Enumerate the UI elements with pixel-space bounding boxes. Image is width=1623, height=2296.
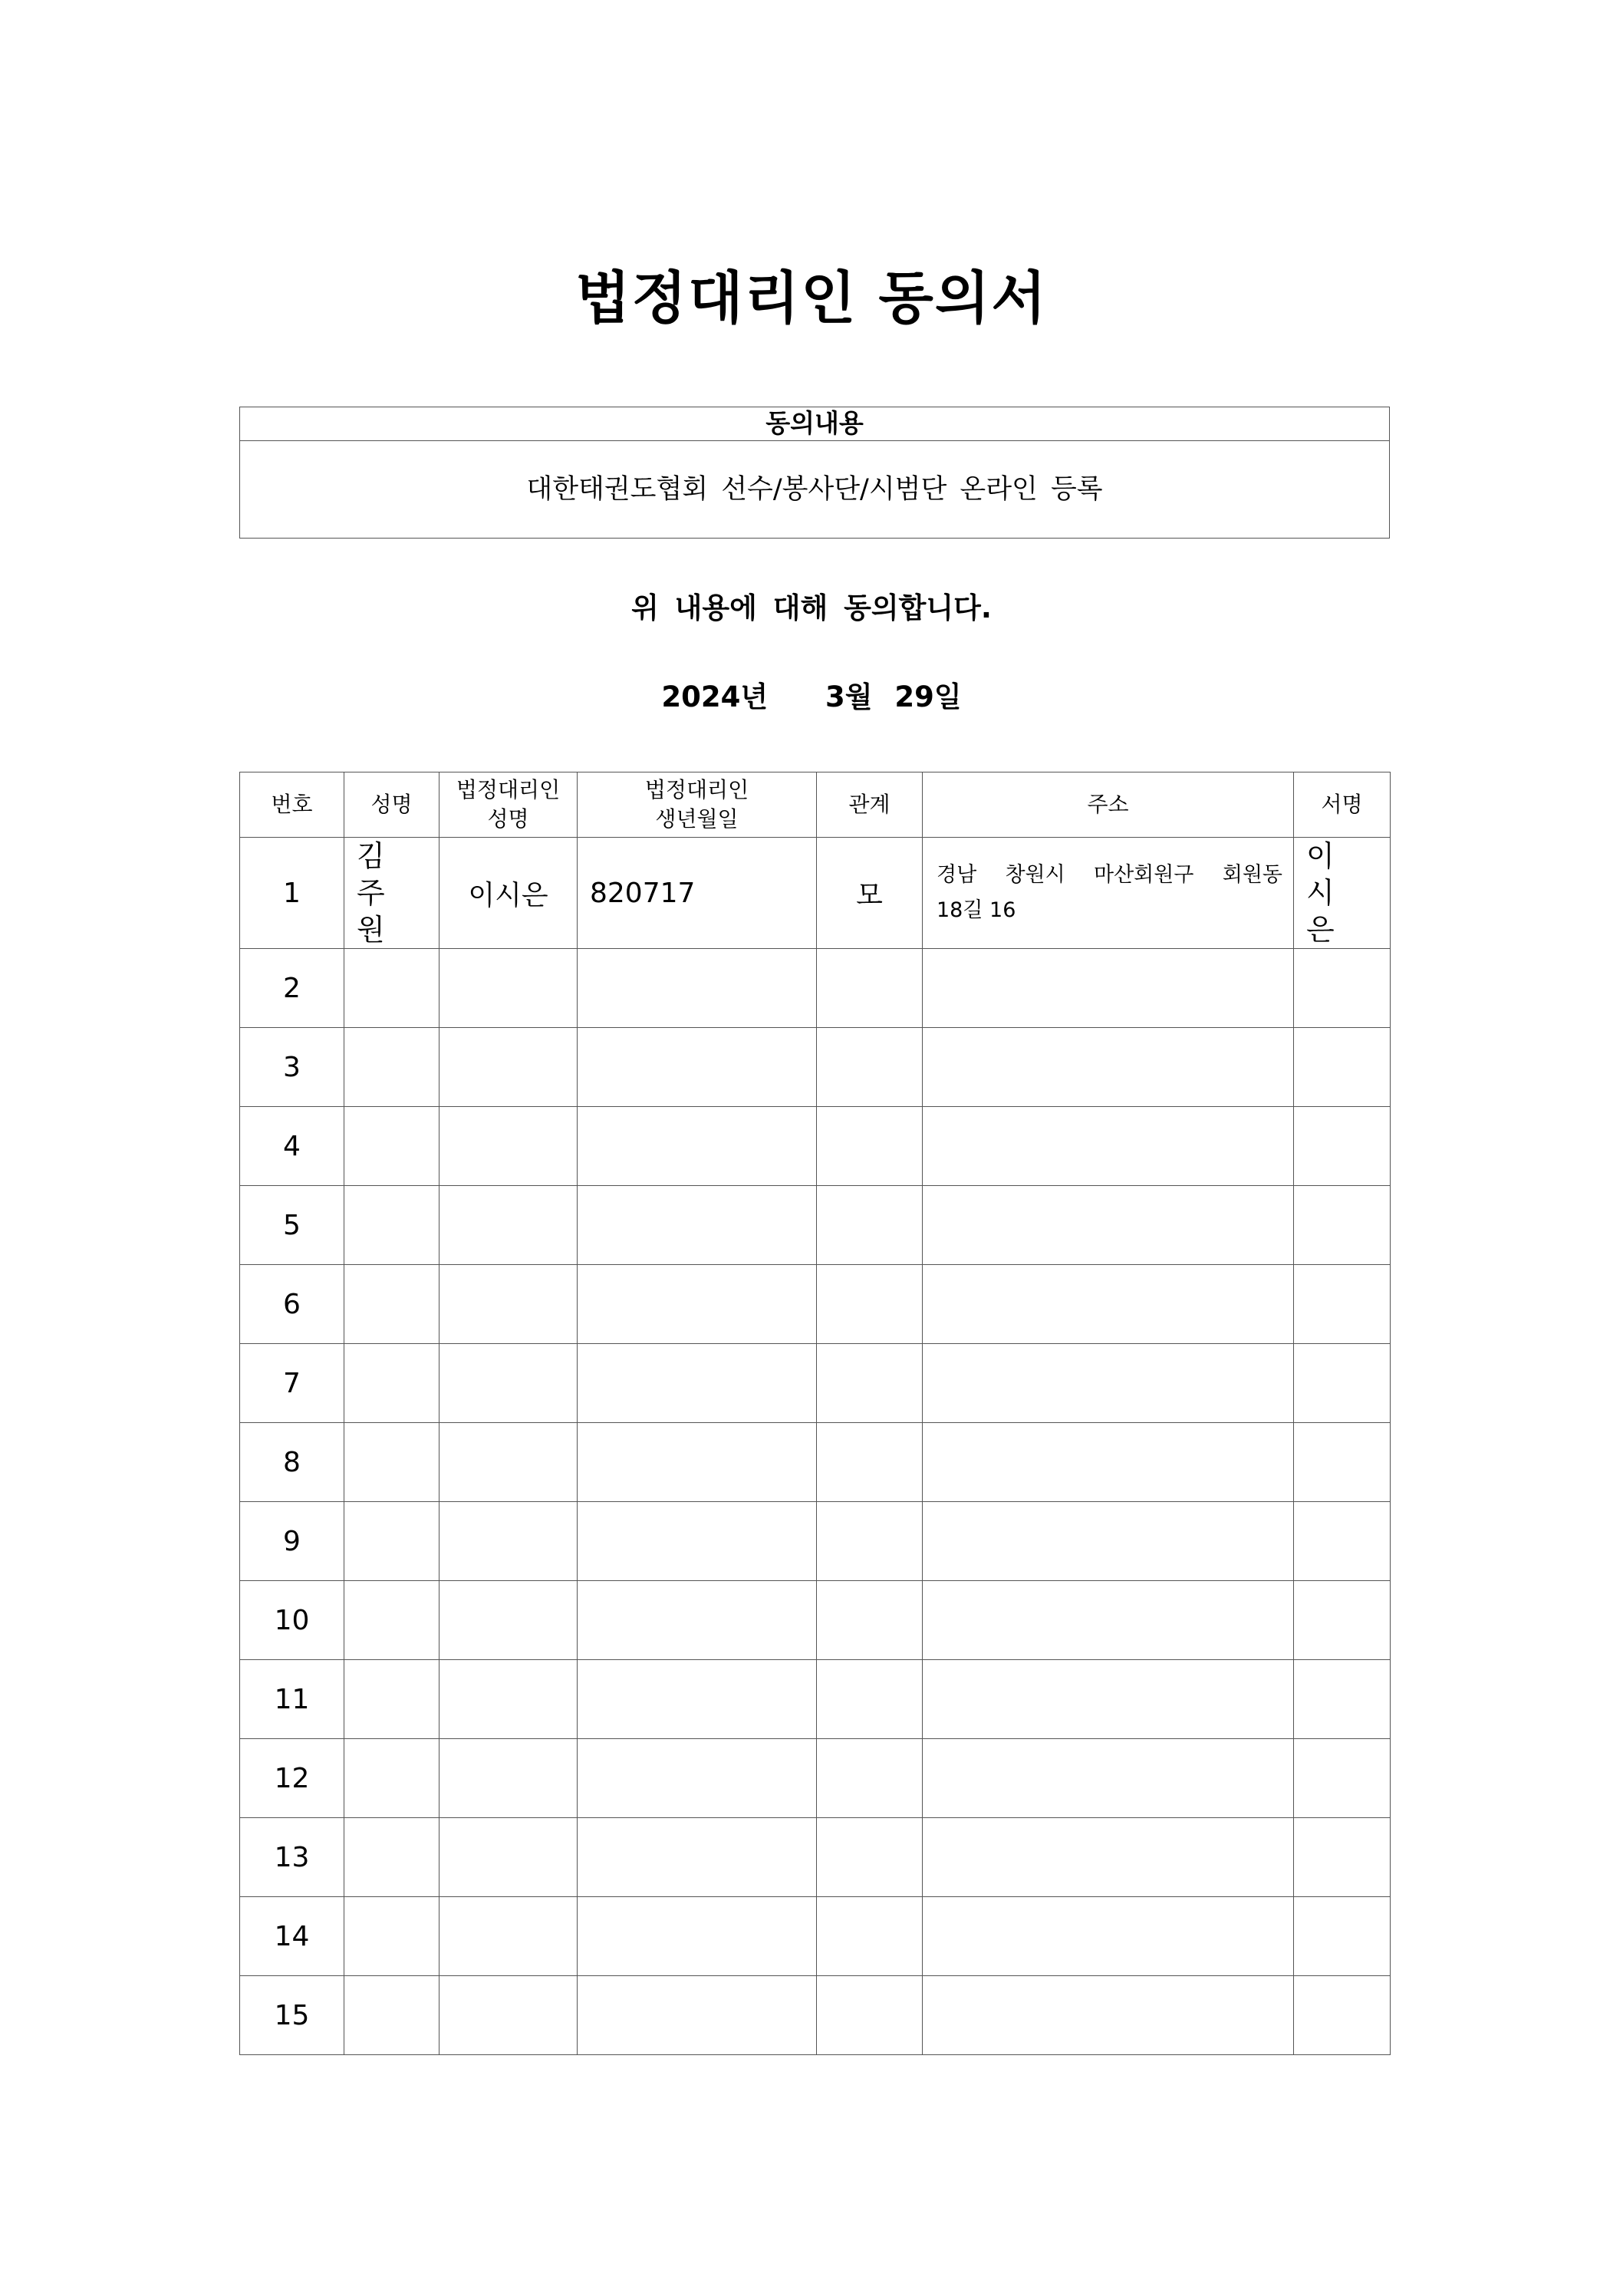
date-day: 29일 [894,680,962,713]
cell-signature [1294,1186,1391,1265]
cell-guardian-name [439,1423,578,1502]
cell-guardian-name [439,1818,578,1897]
consent-box [239,407,1390,539]
cell-guardian-birth: 820717 [578,838,817,949]
table-row [240,949,1391,1028]
table-row [240,838,1391,949]
cell-relation [817,1976,923,2055]
cell-relation [817,1423,923,1502]
cell-relation [817,1186,923,1265]
cell-relation [817,949,923,1028]
cell-no: 14 [240,1897,344,1976]
cell-no: 3 [240,1028,344,1107]
cell-relation [817,1818,923,1897]
header-relation: 관계 [817,772,923,838]
cell-no: 2 [240,949,344,1028]
cell-name [344,949,439,1028]
address-part-3: 마산회원구 [1094,863,1194,887]
cell-signature: 이시은 [1294,838,1391,949]
cell-guardian-birth [578,1423,817,1502]
cell-address [923,1186,1294,1265]
header-guardian-birth-line2: 생년월일 [655,806,739,832]
cell-name [344,1423,439,1502]
cell-no: 7 [240,1344,344,1423]
cell-address [923,1107,1294,1186]
header-name: 성명 [344,772,439,838]
cell-name [344,1107,439,1186]
table-row [240,1976,1391,2055]
cell-signature [1294,1107,1391,1186]
cell-guardian-name [439,1502,578,1581]
cell-address [923,1897,1294,1976]
cell-guardian-name [439,1107,578,1186]
cell-signature [1294,1660,1391,1739]
cell-address [923,1976,1294,2055]
cell-guardian-name: 이시은 [439,838,578,949]
consent-date [0,674,1623,715]
cell-guardian-name [439,949,578,1028]
cell-guardian-birth [578,1107,817,1186]
cell-relation [817,1265,923,1344]
cell-name [344,1344,439,1423]
cell-no: 10 [240,1581,344,1660]
cell-guardian-birth [578,1344,817,1423]
cell-relation [817,1502,923,1581]
cell-guardian-birth [578,1818,817,1897]
cell-guardian-name [439,1028,578,1107]
cell-guardian-name [439,1581,578,1660]
table-row [240,1186,1391,1265]
table-row [240,1028,1391,1107]
table-row [240,1423,1391,1502]
cell-name [344,1265,439,1344]
table-row [240,1344,1391,1423]
cell-address [923,1581,1294,1660]
cell-relation [817,1344,923,1423]
table-row [240,1581,1391,1660]
cell-address [923,1423,1294,1502]
cell-guardian-birth [578,1897,817,1976]
header-guardian-name-line2: 성명 [487,806,529,832]
cell-guardian-name [439,1739,578,1818]
cell-relation: 모 [817,838,923,949]
cell-guardian-birth [578,949,817,1028]
cell-no: 11 [240,1660,344,1739]
table-row [240,1818,1391,1897]
cell-name [344,1502,439,1581]
agree-statement: 위 내용에 대해 동의합니다. [631,591,992,624]
consent-content: 대한태권도협회 선수/봉사단/시범단 온라인 등록 [526,474,1103,505]
cell-name [344,1897,439,1976]
cell-name: 김주원 [344,838,439,949]
header-guardian-name-line1: 법정대리인 [456,777,561,802]
cell-no: 12 [240,1739,344,1818]
cell-signature [1294,1265,1391,1344]
cell-relation [817,1028,923,1107]
cell-name [344,1818,439,1897]
cell-guardian-birth [578,1502,817,1581]
cell-no: 9 [240,1502,344,1581]
address-part-1: 경남 [937,863,977,887]
cell-relation [817,1581,923,1660]
table-header-row [240,772,1391,838]
cell-signature [1294,1739,1391,1818]
cell-no: 5 [240,1186,344,1265]
cell-name [344,1581,439,1660]
table-row [240,1502,1391,1581]
cell-address [923,1818,1294,1897]
cell-guardian-birth [578,1976,817,2055]
cell-signature [1294,949,1391,1028]
cell-address [923,1739,1294,1818]
guardian-table [239,772,1391,2055]
cell-address [923,949,1294,1028]
cell-no: 8 [240,1423,344,1502]
cell-guardian-birth [578,1028,817,1107]
cell-address [923,1265,1294,1344]
date-year: 2024년 [661,680,769,713]
header-no: 번호 [240,772,344,838]
cell-signature [1294,1818,1391,1897]
consent-header: 동의내용 [240,407,1389,441]
cell-address [923,838,1294,949]
cell-no: 4 [240,1107,344,1186]
cell-no: 6 [240,1265,344,1344]
cell-guardian-name [439,1976,578,2055]
cell-address [923,1502,1294,1581]
cell-guardian-birth [578,1739,817,1818]
cell-signature [1294,1581,1391,1660]
cell-relation [817,1660,923,1739]
cell-relation [817,1897,923,1976]
cell-guardian-name [439,1344,578,1423]
cell-guardian-name [439,1897,578,1976]
cell-relation [817,1739,923,1818]
table-row [240,1660,1391,1739]
table-row [240,1265,1391,1344]
cell-signature [1294,1976,1391,2055]
cell-guardian-birth [578,1581,817,1660]
document-title: 법정대리인 동의서 [575,265,1048,331]
cell-signature [1294,1502,1391,1581]
header-guardian-birth-line1: 법정대리인 [644,777,749,802]
cell-signature [1294,1344,1391,1423]
address-part-4: 회원동 [1222,863,1282,887]
table-row [240,1107,1391,1186]
cell-guardian-birth [578,1660,817,1739]
cell-signature [1294,1028,1391,1107]
cell-guardian-birth [578,1186,817,1265]
cell-guardian-birth [578,1265,817,1344]
cell-address [923,1344,1294,1423]
header-guardian-birth [578,772,817,838]
cell-name [344,1976,439,2055]
cell-address [923,1028,1294,1107]
cell-name [344,1739,439,1818]
table-row [240,1739,1391,1818]
cell-guardian-name [439,1186,578,1265]
table-row [240,1897,1391,1976]
cell-no: 1 [240,838,344,949]
cell-guardian-name [439,1660,578,1739]
cell-relation [817,1107,923,1186]
cell-name [344,1028,439,1107]
cell-signature [1294,1423,1391,1502]
address-line-2: 18길 16 [937,898,1016,922]
address-line-1 [937,858,1282,893]
cell-no: 15 [240,1976,344,2055]
cell-guardian-name [439,1265,578,1344]
header-guardian-name [439,772,578,838]
date-month: 3월 [825,680,873,713]
address-part-2: 창원시 [1005,863,1065,887]
cell-name [344,1186,439,1265]
header-address: 주소 [923,772,1294,838]
header-signature: 서명 [1294,772,1391,838]
cell-no: 13 [240,1818,344,1897]
cell-address [923,1660,1294,1739]
cell-signature [1294,1897,1391,1976]
cell-name [344,1660,439,1739]
